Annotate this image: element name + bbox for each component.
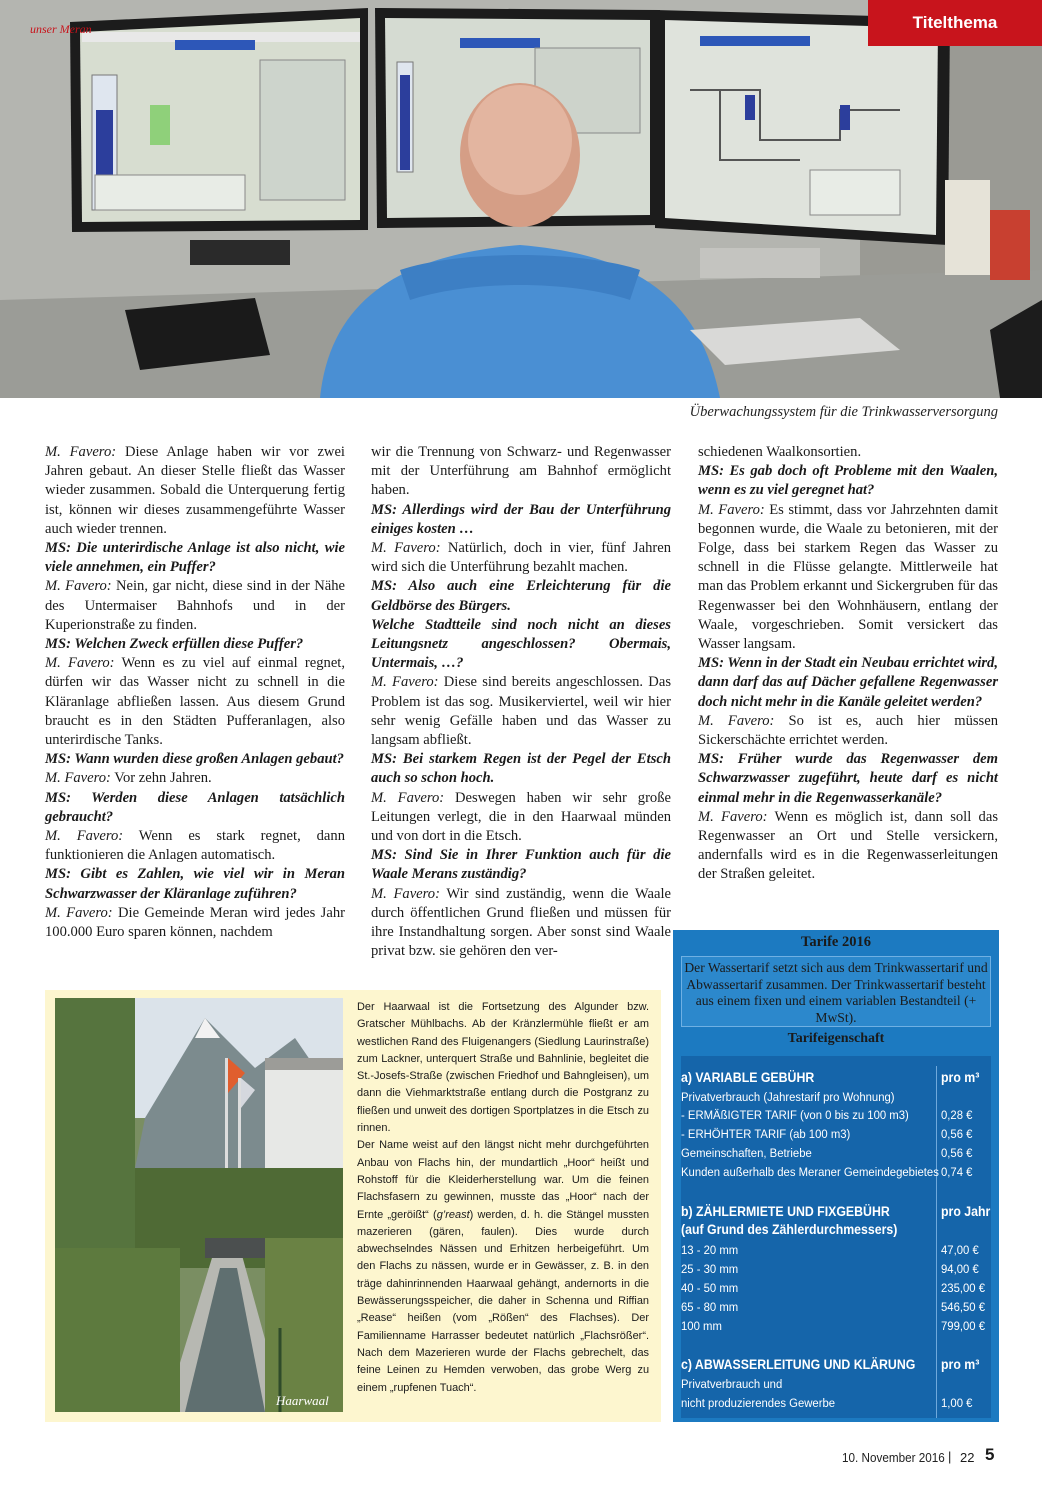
footer-date: 10. November 2016 [842,1450,945,1465]
speaker-name: M. Favero: [371,674,439,691]
tariff-row-label: Privatverbrauch (Jahrestarif pro Wohnung) [681,1090,895,1104]
tariff-row-value: 0,74 € [941,1165,973,1179]
question-text: MS: Wenn in der Stadt ein Neubau errichtet wird, dann darf das auf Dächer gefallene Regenwasser doch nicht mehr in die Kanäle geleitet werden? [698,655,998,710]
answer-text: Natürlich, doch in vier, fünf Jahren wird sich die Unterführung bezahlt machen. [371,540,671,576]
question-text: MS: Werden diese Anlagen tatsächlich gebraucht? [45,789,345,825]
info-paragraph-2-text-b: ) werden, d. h. die Stängel mussten mazerieren (gären, faulen). Dies wurde durch abwechselndes Nässen und Erhitzen herbeigeführt. Um den Flachs zu nässen, wurde er in Gewässer, z. B. in den träge dahinrinnenden Haarwaal gehängt, andernorts in die Bewässerungsspeicher, die daher in Schenna und Riffian „Rease“ heißen (vom „Rößen“ des Flachses). Der Familienname Harrasser bedeutet natürlich „Flachsrößer“. Nach dem Mazerieren wurde der Flachs gebrechelt, das feine Leinen zu Hemden verwoben, das grobe Werg zu einem „rupfenen Tuach“. [357,1208,650,1394]
tariff-row-label: Gemeinschaften, Betriebe [681,1146,812,1160]
speaker-name: M. Favero: [698,501,765,518]
interview-question [45,635,345,654]
info-paragraph-2-text-a: Der Name weist auf den längst nicht mehr durchgeführten Anbau von Flachs hin, der mundartlich „Hoor“ heißt und Rohstoff für die Kleiderherstellung war. Um die feinen Flachsfasern zu gewinnen, musste das „Hoor“ nach der Ernte „geröißt“ ( [357,1139,650,1221]
interview-question [45,539,345,577]
tariff-row-label: Kunden außerhalb des Meraner Gemeindegebietes [681,1165,939,1179]
tariff-row-value: pro Jahr [941,1204,991,1219]
haarwaal-illustration [55,998,343,1412]
question-text: MS: Gibt es Zahlen, wie viel wir in Meran Schwarzwasser der Kläranlage zuführen? [45,866,345,902]
answer-text: Deswegen haben wir sehr große Leitungen verlegt, die in den Haarwaal münden und von dort in die Etsch. [371,789,671,845]
tariff-row-label: 100 mm [681,1319,722,1333]
speaker-name: M. Favero: [371,789,445,806]
interview-answer [698,501,998,655]
interview-question [698,654,998,712]
section-label: Titelthema [868,0,1042,46]
interview-answer [698,443,998,462]
interview-answer [45,904,345,942]
tariff-row-label: c) ABWASSERLEITUNG UND KLÄRUNG [681,1357,916,1372]
answer-text: Wenn es stark regnet, dann funktionieren die Anlagen automatisch. [45,828,345,864]
speaker-name: M. Favero: [45,444,117,460]
answer-text: Vor zehn Jahren. [110,770,212,787]
interview-answer [698,808,998,885]
page-number: 5 [985,1445,995,1464]
tariff-row-value: 47,00 € [941,1243,979,1257]
question-text: MS: Allerdings wird der Bau der Unterführung einiges kosten … [371,501,671,537]
info-paragraph-2-italic: g’reast [436,1208,470,1221]
interview-question [371,577,671,615]
question-text: MS: Bei starkem Regen ist der Pegel der Etsch auch so schon hoch. [371,751,671,787]
answer-text: Diese Anlage haben wir vor zwei Jahren gebaut. An dieser Stelle fließt das Wasser wieder zusammen. Sobald die Unterquerung fertig ist, können wir dieses zusammengeführte Wasser auch wieder trennen. [45,444,345,537]
tariff-row-label: - ERMÄßIGTER TARIF (von 0 bis zu 100 m3) [681,1108,909,1122]
tariff-row-label: - ERHÖHTER TARIF (ab 100 m3) [681,1127,851,1141]
haarwaal-photo [55,998,343,1412]
interview-question [371,616,671,674]
footer-separator: | [948,1449,952,1464]
speaker-name: M. Favero: [45,655,115,672]
question-text: MS: Wann wurden diese großen Anlagen gebaut? [45,751,344,768]
tariff-row-label: b) ZÄHLERMIETE UND FIXGEBÜHR [681,1204,890,1219]
interview-answer [371,885,671,962]
interview-column-3 [698,443,998,885]
tariff-row-label: 40 - 50 mm [681,1281,739,1295]
tariff-column-divider [936,1066,937,1418]
answer-text: Diese sind bereits angeschlossen. Das Problem ist das sog. Musikerviertel, weil wir hier sehr wenig Gefälle haben und das Wasser zu langsam abfließt. [371,674,671,749]
question-text: MS: Sind Sie in Ihrer Funktion auch für die Waale Merans zuständig? [371,847,671,883]
interview-question [45,865,345,903]
interview-answer [698,712,998,750]
speaker-name: M. Favero: [45,828,124,845]
answer-text: Wir sind zuständig, wenn die Waale durch öffentlichen Grund fließen und müssen für ihre Instandhaltung sorgen. Aber sonst sind Waale privat bzw. sie gehören den ver- [371,885,672,960]
interview-answer [45,443,345,539]
interview-question [371,750,671,788]
interview-answer [371,789,671,847]
interview-question [45,750,345,769]
answer-text: schiedenen Waalkonsortien. [698,444,862,460]
answer-text: wir die Trennung von Schwarz- und Regenwasser mit der Unterführung am Bahnhof ermöglicht haben. [371,444,671,499]
tariff-row-value: pro m³ [941,1070,980,1085]
speaker-name: M. Favero: [371,885,440,902]
tariff-row-value: 546,50 € [941,1300,986,1314]
answer-text: So ist es, auch hier müssen Sickerschächte errichtet werden. [698,712,998,749]
interview-answer [371,443,671,501]
interview-question [45,789,345,827]
photo-caption: Überwachungssystem für die Trinkwasserversorgung [689,404,998,420]
interview-column-1 [45,443,345,942]
speaker-name: M. Favero: [698,808,768,825]
answer-text: Wenn es möglich ist, dann soll das Regenwasser an Ort und Stelle versickern, andernfalls wird es in die Regenwasserleitungen der Straßen geleitet. [698,808,998,883]
haarwaal-info-text [357,999,649,1397]
tariff-row-value: 0,56 € [941,1146,973,1160]
tariff-row-label: 65 - 80 mm [681,1300,739,1314]
interview-answer [371,539,671,577]
info-paragraph-1 [357,999,649,1137]
answer-text: Nein, gar nicht, diese sind in der Nähe des Untermaiser Bahnhofs und in der Kuperionstraße zu finden. [45,578,345,633]
monitoring-workstation-illustration [0,0,1042,398]
tariff-row-label: (auf Grund des Zählerdurchmessers) [681,1222,898,1237]
speaker-name: M. Favero: [45,904,113,921]
tariff-subtitle: Tarifeigenschaft [787,1031,885,1046]
answer-text: Wenn es zu viel auf einmal regnet, dürfen wir das Wasser nicht zu schnell in die Kläranlage abfließen lassen. Aus diesem Grund braucht es in den Städten Pufferanlagen, also unterirdische Tanks. [45,655,345,749]
interview-answer [45,654,345,750]
tariff-row-value: pro m³ [941,1357,980,1372]
interview-question [698,462,998,500]
tariff-row-label: 25 - 30 mm [681,1262,739,1276]
tariff-row-label: a) VARIABLE GEBÜHR [681,1070,815,1085]
tariff-title: Tarife 2016 [801,934,871,950]
question-text: MS: Also auch eine Erleichterung für die Geldbörse des Bürgers. [371,578,671,614]
interview-question [698,750,998,808]
speaker-name: M. Favero: [45,578,112,595]
question-text: MS: Die unterirdische Anlage ist also nicht, wie viele annehmen, ein Puffer? [45,540,345,576]
interview-question [371,846,671,884]
interview-answer [45,769,345,788]
tariff-intro: Der Wassertarif setzt sich aus dem Trinkwassertarif und Abwassertarif zusammen. Der Trinkwassertarif besteht aus einem fixen und einem variablen Bestandteil (+ MwSt). [681,956,991,1027]
tariff-row-value: 0,56 € [941,1127,973,1141]
tariff-row-value: 0,28 € [941,1108,973,1122]
question-text: MS: Früher wurde das Regenwasser dem Schwarzwasser zugeführt, heute darf es nicht einmal mehr in die Regenwasserkanäle? [698,751,998,806]
interview-answer [45,577,345,635]
header-photo [0,0,1042,398]
tariff-row-label: nicht produzierendes Gewerbe [681,1396,836,1410]
speaker-name: M. Favero: [698,712,775,729]
tariff-row-label: 13 - 20 mm [681,1243,739,1257]
tariff-row-value: 799,00 € [941,1319,986,1333]
tariff-row-value: 1,00 € [941,1396,973,1410]
question-text: MS: Welchen Zweck erfüllen diese Puffer? [45,636,304,653]
interview-answer [371,673,671,750]
tariff-row-label: Privatverbrauch und [681,1377,783,1391]
tariff-row-value: 94,00 € [941,1262,979,1276]
interview-answer [45,827,345,865]
question-text: Welche Stadtteile sind noch nicht an dieses Leitungsnetz angeschlossen? Obermais, Untermais, …? [371,616,671,672]
answer-text: Es stimmt, dass vor Jahrzehnten damit begonnen wurde, die Waale zu betonieren, mit der Folge, dass bei starkem Regen das Wasser zu schnell in die Flüsse gelangte. Mittlerweile hat man das Problem erkannt und Sickergruben für das Regenwasser bei den Wohnhäusern, entlang der Waale, vorgeschrieben. Somit versickert das Wasser langsam. [698,501,998,653]
speaker-name: M. Favero: [371,540,441,557]
brand-logo: unser Meran [30,22,92,36]
interview-question [371,501,671,539]
speaker-name: M. Favero: [45,770,111,787]
info-paragraph-2 [357,1137,649,1396]
footer-issue: 22 [960,1450,975,1465]
interview-column-2 [371,443,671,961]
haarwaal-photo-caption: Haarwaal [276,1393,329,1408]
tariff-row-value: 235,00 € [941,1281,986,1295]
info-paragraph-1-text: Der Haarwaal ist die Fortsetzung des Algunder bzw. Gratscher Mühlbachs. Ab der Kränzlermühle fließt er am westlichen Rand des Fluigenangers (Siedlung Laurinstraße) zum Lackner, unterquert Straße und Bahnlinie, begleitet die St.-Josefs-Straße (zwischen Friedhof und Bahngleisen), um dann die Viehmarktstraße entlang durch die Postgranz zu fließen und unweit des dortigen Sportplatzes in die Etsch zu rinnen. [357,1001,650,1135]
question-text: MS: Es gab doch oft Probleme mit den Waalen, wenn es zu viel geregnet hat? [698,463,998,499]
answer-text: Die Gemeinde Meran wird jedes Jahr 100.000 Euro sparen können, nachdem [45,904,345,941]
